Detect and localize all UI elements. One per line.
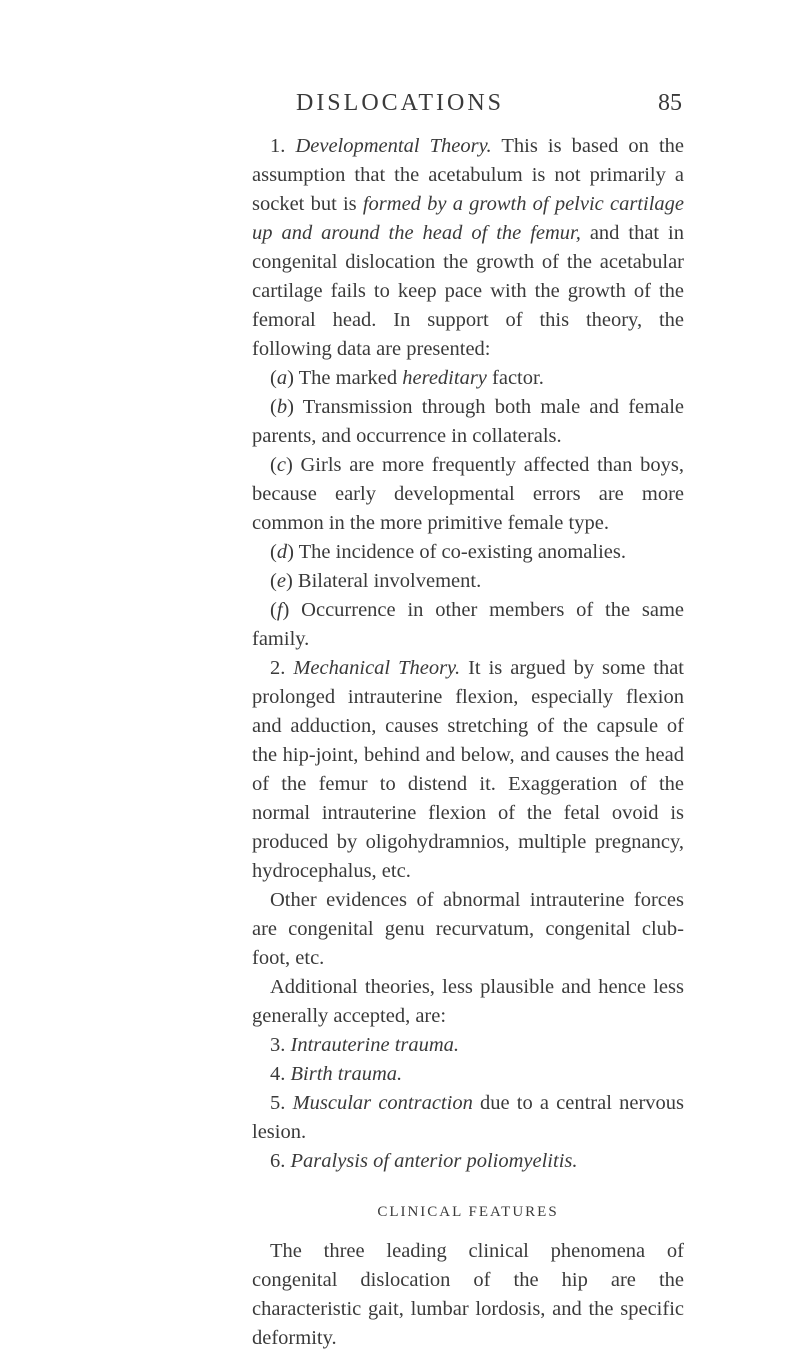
page-body [252, 132, 684, 1353]
data-item-c: (c) Girls are more frequently affected than boys, because early developmental errors are more common in the more primitive female type. [252, 454, 684, 534]
data-item-a: (a) The marked hereditary factor. [270, 367, 544, 389]
data-item-b: (b) Transmission through both male and female parents, and occurrence in collaterals. [252, 396, 684, 447]
theory-text-continued: and that in congenital dislocation the growth of the acetabular cartilage fails to keep pace with the growth of the femoral head. In support of this theory, the following data are presented: [252, 222, 685, 360]
developmental-theory-paragraph [252, 132, 684, 364]
clinical-features-paragraph: The three leading clinical phenomena of congenital dislocation of the hip are the characteristic gait, lumbar lordosis, and the specific deformity. [252, 1240, 684, 1349]
other-evidences-paragraph: Other evidences of abnormal intrauterine forces are congenital genu recurvatum, congenital club-foot, etc. [252, 889, 684, 969]
section-heading-clinical-features: CLINICAL FEATURES [377, 1204, 559, 1220]
additional-item-5: 5. Muscular contraction due to a central nervous lesion. [252, 1092, 685, 1143]
mechanical-number: 2. [270, 657, 286, 679]
data-item-d: (d) The incidence of co-existing anomalies. [270, 541, 626, 563]
page-header [0, 90, 800, 130]
additional-item-4: 4. Birth trauma. [270, 1063, 403, 1085]
additional-item-3: 3. Intrauterine trauma. [270, 1034, 460, 1056]
mechanical-text: It is argued by some that prolonged intrauterine flexion, especially flexion and adduction, causes stretching of the capsule of the hip-joint, behind and below, and causes the head of the femur to distend it. Exaggeration of the normal intrauterine flexion of the fetal ovoid is produced by oligohydramnios, multiple pregnancy, hydrocephalus, etc. [252, 657, 684, 882]
additional-item-6: 6. Paralysis of anterior poliomyelitis. [270, 1150, 578, 1172]
theory-italic-text: formed by a growth of pelvic cartilage up and around the head of the femur, [252, 193, 684, 244]
running-head: DISLOCATIONS [295, 90, 504, 116]
additional-intro-paragraph: Additional theories, less plausible and hence less generally accepted, are: [252, 976, 684, 1027]
mechanical-title: Mechanical Theory. [293, 657, 461, 679]
mechanical-theory-paragraph [252, 654, 684, 886]
theory-number: 1. [270, 135, 286, 157]
data-item-e: (e) Bilateral involvement. [270, 570, 482, 592]
page-number: 85 [658, 90, 682, 116]
theory-text: This is based on the assumption that the acetabulum is not primarily a socket but is [252, 135, 685, 215]
data-item-f: (f) Occurrence in other members of the same family. [252, 599, 684, 650]
theory-title: Developmental Theory. [295, 135, 492, 157]
